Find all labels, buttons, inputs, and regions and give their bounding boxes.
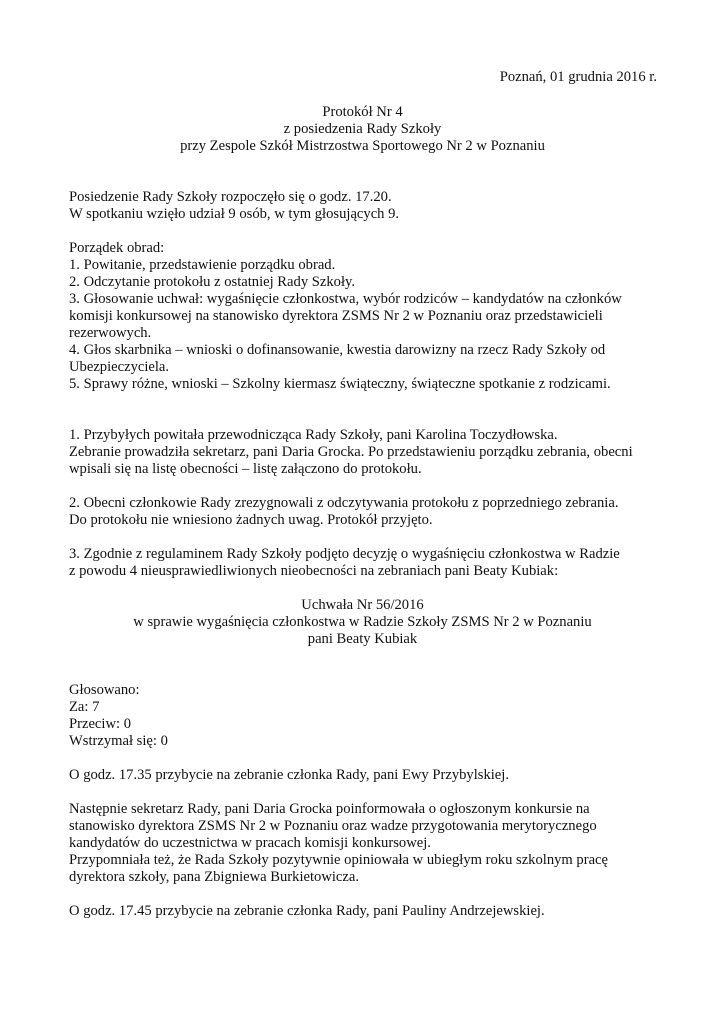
contest-line: kandydatów do uczestnictwa w pracach komisji konkursowej. xyxy=(69,835,431,851)
document-subtitle: z posiedzenia Rady Szkoły xyxy=(283,121,442,137)
agenda-line: 2. Odczytanie protokołu z ostatniej Rady Szkoły. xyxy=(69,274,356,290)
contest-line: dyrektora szkoły, pana Zbigniewa Burkietowicza. xyxy=(69,869,360,885)
vote-heading: Głosowano: xyxy=(69,682,140,698)
contest-line: stanowisko dyrektora ZSMS Nr 2 w Poznaniu oraz wadze przygotowania merytorycznego xyxy=(69,818,597,834)
contest-line: Następnie sekretarz Rady, pani Daria Grocka poinformowała o ogłoszonym konkursie na xyxy=(69,801,590,817)
agenda-line: 3. Głosowanie uchwał: wygaśnięcie członkostwa, wybór rodziców – kandydatów na członków xyxy=(69,291,622,307)
agenda-line: komisji konkursowej na stanowisko dyrektora ZSMS Nr 2 w Poznaniu oraz przedstawicieli xyxy=(69,308,603,324)
agenda-heading: Porządek obrad: xyxy=(69,240,165,256)
point1-line: wpisali się na listę obecności – listę załączono do protokołu. xyxy=(69,461,422,477)
intro-line: Posiedzenie Rady Szkoły rozpoczęło się o godz. 17.20. xyxy=(69,189,392,205)
vote-abstained: Wstrzymał się: 0 xyxy=(69,733,168,749)
point3-line: z powodu 4 nieusprawiedliwionych nieobecności na zebraniach pani Beaty Kubiak: xyxy=(69,563,559,579)
point2-line: 2. Obecni członkowie Rady zrezygnowali z odczytywania protokołu z poprzedniego zebrania. xyxy=(69,495,619,511)
agenda-line: 5. Sprawy różne, wnioski – Szkolny kiermasz świąteczny, świąteczne spotkanie z rodzicami. xyxy=(69,376,611,392)
resolution-subject: w sprawie wygaśnięcia członkostwa w Radzie Szkoły ZSMS Nr 2 w Poznaniu xyxy=(133,614,592,630)
document-subtitle-institution: przy Zespole Szkół Mistrzostwa Sportowego Nr 2 w Poznaniu xyxy=(180,138,545,154)
arrival-note: O godz. 17.45 przybycie na zebranie członka Rady, pani Pauliny Andrzejewskiej. xyxy=(69,903,545,919)
point1-line: 1. Przybyłych powitała przewodnicząca Rady Szkoły, pani Karolina Toczydłowska. xyxy=(69,427,558,443)
agenda-line: Ubezpieczyciela. xyxy=(69,359,170,375)
point2-line: Do protokołu nie wniesiono żadnych uwag. Protokół przyjęto. xyxy=(69,512,433,528)
agenda-line: 4. Głos skarbnika – wnioski o dofinansowanie, kwestia darowizny na rzecz Rady Szkoły od xyxy=(69,342,606,358)
agenda-line: rezerwowych. xyxy=(69,325,152,341)
vote-against: Przeciw: 0 xyxy=(69,716,132,732)
document-title: Protokół Nr 4 xyxy=(322,104,403,120)
intro-line: W spotkaniu wzięło udział 9 osób, w tym głosujących 9. xyxy=(69,206,400,222)
contest-line: Przypomniała też, że Rada Szkoły pozytywnie opiniowała w ubiegłym roku szkolnym pracę xyxy=(69,852,609,868)
agenda-line: 1. Powitanie, przedstawienie porządku obrad. xyxy=(69,257,336,273)
arrival-note: O godz. 17.35 przybycie na zebranie członka Rady, pani Ewy Przybylskiej. xyxy=(69,767,509,783)
resolution-title: Uchwała Nr 56/2016 xyxy=(301,597,424,613)
place-date: Poznań, 01 grudnia 2016 r. xyxy=(499,69,657,85)
point3-line: 3. Zgodnie z regulaminem Rady Szkoły podjęto decyzję o wygaśnięciu członkostwa w Radzie xyxy=(69,546,620,562)
resolution-person: pani Beaty Kubiak xyxy=(307,631,418,647)
point1-line: Zebranie prowadziła sekretarz, pani Daria Grocka. Po przedstawieniu porządku zebrania, obecni xyxy=(69,444,633,460)
vote-for: Za: 7 xyxy=(69,699,100,715)
